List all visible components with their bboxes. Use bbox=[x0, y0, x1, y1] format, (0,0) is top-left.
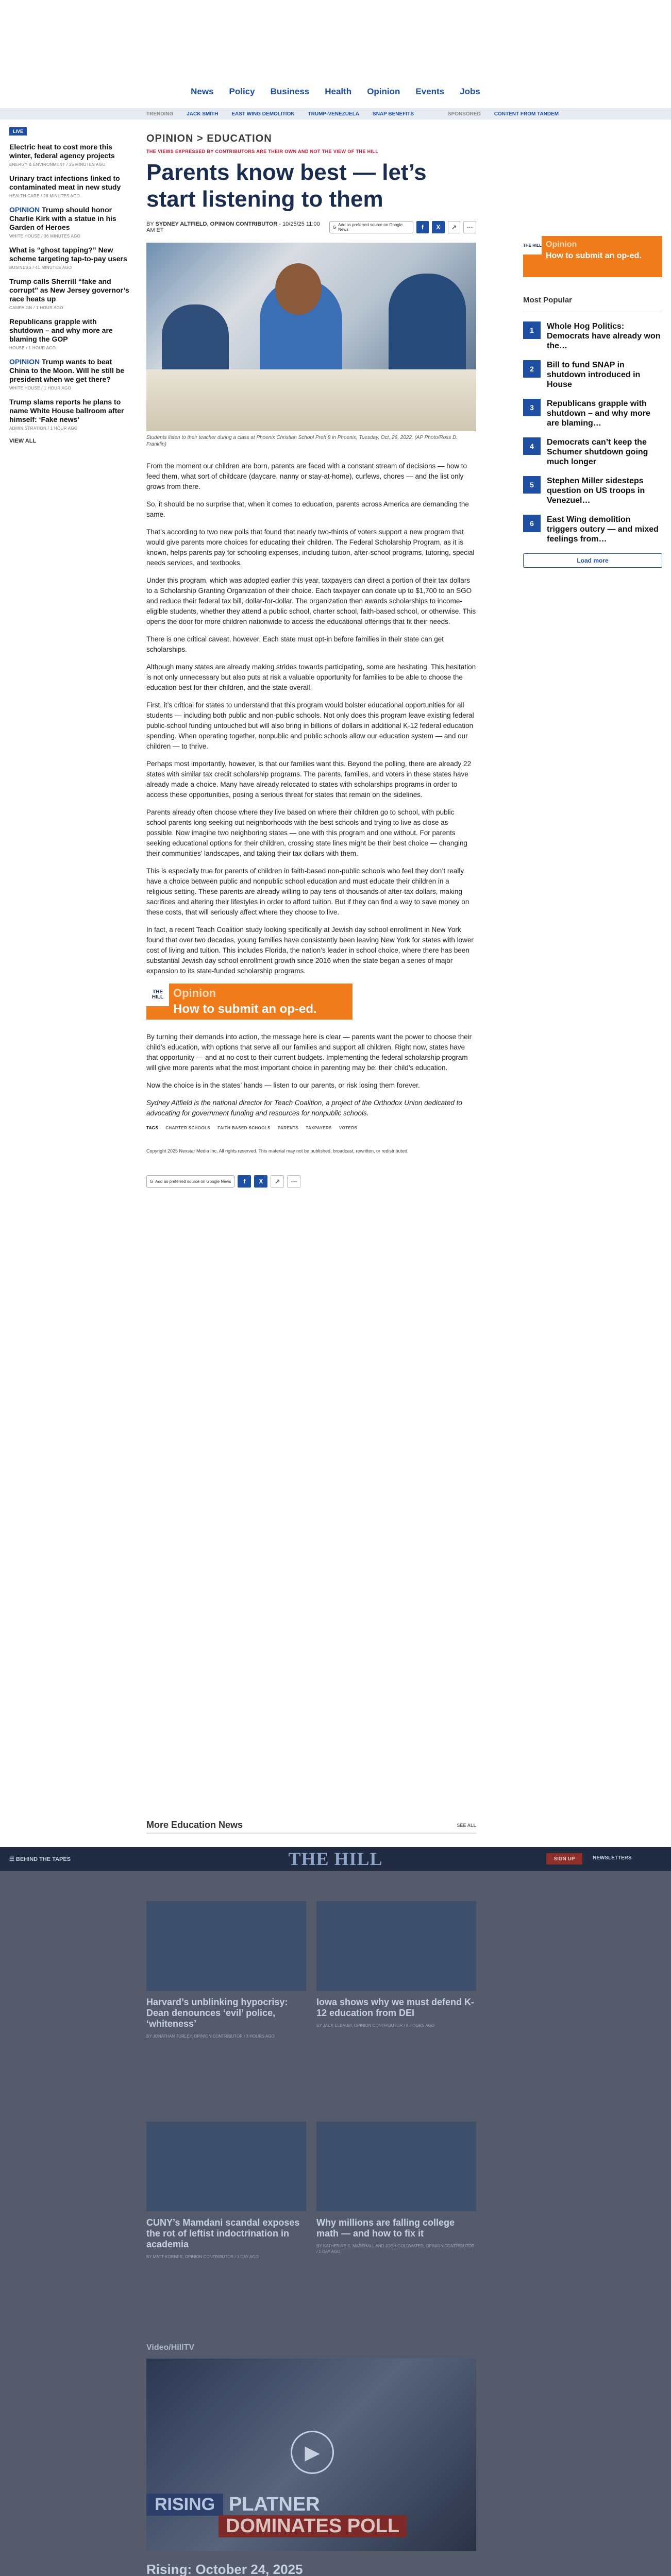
tags-list bbox=[146, 1126, 476, 1130]
share-icon[interactable]: ↗ bbox=[271, 1175, 284, 1188]
list-item-title[interactable] bbox=[9, 206, 131, 232]
submit-oped-cta: How to submit an op-ed. bbox=[173, 1002, 317, 1016]
card-title[interactable]: Why millions are falling college math — and how to fix it bbox=[316, 2217, 455, 2239]
video-overlay-name: PLATNER bbox=[229, 2494, 320, 2515]
list-item-title[interactable]: Stephen Miller sidesteps question on US troops in Venezuel… bbox=[547, 477, 645, 505]
article-body bbox=[146, 461, 476, 1118]
google-preferred-source-button[interactable] bbox=[329, 221, 413, 233]
sticky-header bbox=[0, 1847, 671, 1871]
rank-badge: 3 bbox=[523, 399, 541, 416]
more-education-header bbox=[146, 1820, 476, 1834]
menu-button[interactable]: ☰ BEHIND THE TAPES bbox=[9, 1856, 71, 1862]
rank-badge: 1 bbox=[523, 321, 541, 339]
list-item-title-text[interactable]: Trump should honor Charlie Kirk with a statue in his Garden of Heroes bbox=[9, 206, 116, 231]
paragraph: There is one critical caveat, however. Each state must opt-in before families in their state can get scholarships. bbox=[146, 635, 444, 653]
paragraph: That’s according to two new polls that found that nearly two-thirds of voters support a new program that would give parents more choices for educating their children. The Federal Scholarship Program, as it is known, helps parents pay for schooling expenses, including tuition, after-school programs, tutoring, special needs services, and textbooks. bbox=[146, 528, 475, 567]
list-item-title[interactable]: Republicans grapple with shutdown – and why more are blaming the GOP bbox=[9, 317, 113, 343]
author-bio: Sydney Altfield is the national director for Teach Coalition, a project of the Orthodox Union dedicated to advocating for government funding and resources for nonpublic schools. bbox=[146, 1099, 462, 1117]
play-icon[interactable]: ▶ bbox=[291, 2431, 334, 2474]
the-hill-logo[interactable]: THE HILL bbox=[288, 1849, 383, 1869]
tag-link[interactable]: FAITH BASED SCHOOLS bbox=[217, 1126, 271, 1130]
opinion-prefix: OPINION bbox=[9, 358, 40, 366]
list-item[interactable] bbox=[9, 398, 131, 431]
more-icon[interactable]: ⋯ bbox=[463, 221, 476, 233]
list-item-meta: ADMINISTRATION / 1 HOUR AGO bbox=[9, 426, 78, 431]
right-sidebar bbox=[523, 236, 662, 568]
list-item-title[interactable]: Republicans grapple with shutdown – and why more are blaming… bbox=[547, 399, 650, 428]
author-name[interactable]: SYDNEY ALTFIELD, OPINION CONTRIBUTOR bbox=[155, 221, 278, 227]
list-item-title-text[interactable]: Trump wants to beat China to the Moon. Will he still be president when we get there? bbox=[9, 358, 125, 383]
paragraph: Now the choice is in the states’ hands — listen to our parents, or risk losing them forever. bbox=[146, 1081, 420, 1089]
google-icon: G bbox=[332, 225, 337, 230]
card-byline: BY JONATHAN TURLEY, OPINION CONTRIBUTOR / 3 HOURS AGO bbox=[146, 2034, 275, 2039]
image-caption: Students listen to their teacher during a class at Phoenix Christian School Preh 8 in Phoenix, Tuesday, Oct. 26, 2022. (AP Photo/Ross D. Franklin) bbox=[146, 435, 458, 447]
student-head bbox=[275, 263, 322, 315]
the-hill-logo: THE HILL bbox=[523, 236, 542, 255]
live-badge: LIVE bbox=[9, 127, 27, 135]
share-bar bbox=[329, 221, 476, 233]
list-item-meta: HEALTH CARE / 28 MINUTES AGO bbox=[9, 194, 80, 198]
card-title[interactable]: CUNY’s Mamdani scandal exposes the rot of leftist indoctrination in academia bbox=[146, 2217, 300, 2249]
tag-link[interactable]: PARENTS bbox=[277, 1126, 299, 1130]
page-title: Parents know best — let’s start listening to them bbox=[146, 160, 427, 212]
the-hill-logo: THE HILL bbox=[146, 984, 169, 1006]
google-pref-label: Add as preferred source on Google News bbox=[338, 223, 403, 232]
list-item-title[interactable]: Bill to fund SNAP in shutdown introduced in House bbox=[547, 361, 641, 389]
list-item[interactable] bbox=[523, 399, 662, 428]
rank-badge: 5 bbox=[523, 476, 541, 494]
share-bar-bottom bbox=[146, 1175, 476, 1188]
see-all-link[interactable]: SEE ALL bbox=[457, 1822, 476, 1828]
tag-link[interactable]: CHARTER SCHOOLS bbox=[165, 1126, 211, 1130]
nav-opinion[interactable]: Opinion bbox=[367, 87, 400, 96]
list-item[interactable] bbox=[9, 317, 131, 350]
list-item[interactable] bbox=[9, 143, 131, 167]
card-byline: BY KATHERINE S. MARSHALL AND JOSH GOLDWATER, OPINION CONTRIBUTOR / 1 DAY AGO bbox=[316, 2244, 475, 2254]
byline-row bbox=[146, 221, 476, 233]
sponsored-label: SPONSORED bbox=[447, 111, 481, 117]
paragraph: From the moment our children are born, parents are faced with a constant stream of decisions — how to feed them, what sort of childcare (daycare, nanny or stay-at-home), curfews, chores — and the list only grows from there. bbox=[146, 462, 467, 490]
byline-prefix: BY bbox=[146, 221, 154, 227]
video-overlay-rising: RISING bbox=[146, 2494, 223, 2516]
most-popular-heading: Most Popular bbox=[523, 296, 662, 312]
paragraph: In fact, a recent Teach Coalition study looking specifically at Jewish day school enrollment in New York found that over two decades, young families have consistently been leaving New York for states with lower cost of living and tuition. This includes Florida, the nation’s leader in school choice, where there has been substantial Jewish day school enrollment growth since 2016 when the state began a series of major expansion to its state-funded scholarship programs. bbox=[146, 926, 474, 975]
list-item-meta: ENERGY & ENVIRONMENT / 25 MINUTES AGO bbox=[9, 162, 106, 167]
article-card[interactable] bbox=[316, 2122, 476, 2255]
nav-health[interactable]: Health bbox=[325, 87, 352, 96]
list-item-meta: BUSINESS / 41 MINUTES AGO bbox=[9, 265, 72, 270]
list-item[interactable] bbox=[9, 174, 131, 198]
google-icon: G bbox=[150, 1179, 154, 1184]
video-player[interactable] bbox=[146, 2359, 476, 2551]
rank-badge: 2 bbox=[523, 360, 541, 378]
card-title[interactable]: Iowa shows why we must defend K-12 education from DEI bbox=[316, 1997, 475, 2018]
paragraph: First, it’s critical for states to understand that this program would bolster educational opportunities for all students — including both public and non-public schools. Not only does this program leave existing federal public-school funding untouched but will also bring in billions of dollars in additional K-12 federal education spending. When operating together, nonpublic and public schools allow our education system — and our children — to thrive. bbox=[146, 701, 474, 750]
card-image bbox=[146, 1901, 306, 1991]
submit-oped-sidebar-banner[interactable] bbox=[523, 236, 662, 277]
list-item[interactable] bbox=[9, 358, 131, 391]
list-item[interactable] bbox=[9, 246, 131, 270]
classroom-desk bbox=[146, 369, 476, 431]
nav-events[interactable]: Events bbox=[415, 87, 445, 96]
card-image bbox=[316, 2122, 476, 2211]
trending-item[interactable]: JACK SMITH bbox=[187, 111, 219, 117]
trending-item[interactable]: TRUMP-VENEZUELA bbox=[308, 111, 360, 117]
list-item-meta: HOUSE / 1 HOUR AGO bbox=[9, 346, 56, 350]
list-item[interactable] bbox=[523, 360, 662, 389]
tag-link[interactable]: VOTERS bbox=[339, 1126, 358, 1130]
opinion-prefix: OPINION bbox=[9, 206, 40, 214]
opinion-disclaimer: THE VIEWS EXPRESSED BY CONTRIBUTORS ARE THEIR OWN AND NOT THE VIEW OF THE HILL bbox=[146, 149, 379, 154]
main-menu bbox=[0, 87, 671, 97]
trending-bar bbox=[0, 108, 671, 120]
x-share-icon[interactable]: X bbox=[432, 221, 445, 233]
video-overlay-headline: DOMINATES POLL bbox=[219, 2515, 407, 2537]
article bbox=[146, 133, 476, 1188]
article-card[interactable] bbox=[146, 1901, 306, 2039]
list-item-title[interactable]: Trump calls Sherrill “fake and corrupt” as New Jersey governor’s race heats up bbox=[9, 277, 129, 303]
list-item-title[interactable]: Trump slams reports he plans to name White House ballroom after himself: ‘Fake news’ bbox=[9, 398, 124, 423]
rank-badge: 6 bbox=[523, 515, 541, 532]
list-item[interactable] bbox=[9, 206, 131, 239]
nav-jobs[interactable]: Jobs bbox=[460, 87, 480, 96]
card-byline: BY JACK ELBAUM, OPINION CONTRIBUTOR / 8 HOURS AGO bbox=[316, 2023, 435, 2028]
paragraph: Parents already often choose where they live based on where their children go to school, with public school parents long seeking out neighborhoods with the best schools and trying to live as close as possible. Now imagine two neighboring states — one with this program and one without. For parents seeking educational options for their children, crossing state lines might be their best choice — changing their communities’ landscapes, and taking their tax dollars with them. bbox=[146, 808, 467, 857]
article-date: 10/25/25 11:00 AM ET bbox=[146, 221, 320, 233]
more-icon[interactable]: ⋯ bbox=[287, 1175, 300, 1188]
paragraph: Although many states are already making strides towards participating, some are hesitating. This hesitation is not only unnecessary but also puts at risk a valuable opportunity for families to be able to choose the education best for their children, and the state overall. bbox=[146, 663, 476, 691]
x-share-icon[interactable]: X bbox=[254, 1175, 267, 1188]
card-image bbox=[316, 1901, 476, 1991]
paragraph: By turning their demands into action, the message here is clear — parents want the power to choose their child’s education, with options that serve all our families and support all children. Right now, states have that opportunity — and at no cost to their current budgets. Implementing the federal scholarship program will give more parents what the most important choice in parenting may be: their child’s education. bbox=[146, 1033, 472, 1072]
list-item[interactable] bbox=[523, 476, 662, 505]
paragraph: Perhaps most importantly, however, is that our families want this. Beyond the polling, there are already 22 states with similar tax credit scholarship programs. The parents, families, and voters in these states have already made a choice. Many have already relocated to states with scholarships programs in order to access these opportunities, posing a serious threat for states that remain on the sidelines. bbox=[146, 760, 472, 799]
google-pref-label: Add as preferred source on Google News bbox=[155, 1179, 231, 1184]
list-item[interactable] bbox=[523, 437, 662, 467]
video-section-heading: Video/HillTV bbox=[146, 2343, 476, 2357]
list-item-title[interactable]: Whole Hog Politics: Democrats have already won the… bbox=[547, 322, 661, 350]
share-icon[interactable]: ↗ bbox=[448, 221, 461, 233]
list-item-title[interactable] bbox=[9, 358, 131, 384]
google-preferred-source-button[interactable] bbox=[146, 1175, 234, 1188]
opinion-label: Opinion bbox=[173, 987, 216, 999]
list-item[interactable] bbox=[523, 321, 662, 351]
copyright-notice: Copyright 2025 Nexstar Media Inc. All rights reserved. This material may not be published, broadcast, rewritten, or redistributed. bbox=[146, 1148, 409, 1154]
paragraph: Under this program, which was adopted earlier this year, taxpayers can direct a portion of their tax dollars to a Scholarship Granting Organization of their choice. Each taxpayer can donate up to $1,700 to an SGO and reduce their federal tax bill, dollar-for-dollar. The organization then awards scholarships to income-eligible students, whether they attend a public school, charter school, faith-based school, or otherwise. This opens the door for more children nationwide to access the educational offerings that fit their needs. bbox=[146, 577, 476, 625]
view-all-link[interactable]: VIEW ALL bbox=[9, 438, 37, 444]
nav-business[interactable]: Business bbox=[270, 87, 310, 96]
list-item-title[interactable]: Electric heat to cost more this winter, federal agency projects bbox=[9, 143, 115, 160]
video-title[interactable]: Rising: October 24, 2025 bbox=[146, 2562, 303, 2576]
facebook-share-icon[interactable]: f bbox=[238, 1175, 251, 1188]
card-title[interactable]: Harvard’s unblinking hypocrisy: Dean denounces ‘evil’ police, ‘whiteness’ bbox=[146, 1997, 288, 2029]
list-item-meta: WHITE HOUSE / 1 HOUR AGO bbox=[9, 386, 72, 391]
list-item-title[interactable]: East Wing demolition triggers outcry — and mixed feelings from… bbox=[547, 515, 659, 544]
latest-news-sidebar bbox=[9, 126, 131, 444]
newsletters-link[interactable]: NEWSLETTERS bbox=[593, 1855, 632, 1861]
list-item-meta: WHITE HOUSE / 36 MINUTES AGO bbox=[9, 234, 81, 239]
facebook-share-icon[interactable]: f bbox=[416, 221, 429, 233]
tag-link[interactable]: TAXPAYERS bbox=[306, 1126, 332, 1130]
nav-news[interactable]: News bbox=[191, 87, 214, 96]
paragraph: So, it should be no surprise that, when it comes to education, parents across America are demanding the same. bbox=[146, 500, 469, 518]
article-card[interactable] bbox=[146, 2122, 306, 2260]
opinion-label: Opinion bbox=[546, 240, 577, 249]
rank-badge: 4 bbox=[523, 437, 541, 455]
trending-item[interactable]: SNAP BENEFITS bbox=[373, 111, 414, 117]
submit-oped-banner[interactable] bbox=[146, 984, 353, 1020]
hero-image bbox=[146, 243, 476, 431]
trending-label: TRENDING bbox=[146, 111, 174, 117]
list-item-title[interactable]: What is “ghost tapping?” New scheme targeting tap-to-pay users bbox=[9, 246, 127, 263]
nav-policy[interactable]: Policy bbox=[229, 87, 255, 96]
card-byline: BY MATT KORNER, OPINION CONTRIBUTOR / 1 DAY AGO bbox=[146, 2255, 259, 2259]
paragraph: This is especially true for parents of children in faith-based non-public schools who feel they don’t really have a choice between public and nonpublic school education and must educate their children in a religious setting. These parents are already willing to pay tens of thousands of after-tax dollars, making sacrifices and altering their lifestyles in order to afford tuition. But if they can find a way to save money on these costs, that will seriously affect where they choose to live. bbox=[146, 867, 469, 916]
trending-item[interactable]: EAST WING DEMOLITION bbox=[231, 111, 295, 117]
submit-oped-cta: How to submit an op-ed. bbox=[546, 251, 642, 260]
byline-separator: - bbox=[279, 221, 283, 227]
list-item-meta: CAMPAIGN / 1 HOUR AGO bbox=[9, 306, 63, 310]
list-item-title[interactable]: Urinary tract infections linked to contaminated meat in new study bbox=[9, 174, 121, 191]
article-card[interactable] bbox=[316, 1901, 476, 2028]
load-more-button[interactable]: Load more bbox=[523, 553, 662, 568]
list-item[interactable] bbox=[523, 515, 662, 544]
top-navigation bbox=[0, 0, 671, 118]
byline bbox=[146, 221, 329, 233]
sign-up-button[interactable]: SIGN UP bbox=[546, 1853, 582, 1865]
card-image bbox=[146, 2122, 306, 2211]
list-item-title[interactable]: Democrats can’t keep the Schumer shutdown going much longer bbox=[547, 438, 648, 466]
breadcrumb[interactable]: OPINION > EDUCATION bbox=[146, 133, 272, 144]
sponsored-item[interactable]: CONTENT FROM TANDEM bbox=[494, 111, 559, 117]
section-title: More Education News bbox=[146, 1820, 243, 1830]
list-item[interactable] bbox=[9, 277, 131, 310]
tags-label: TAGS bbox=[146, 1126, 159, 1130]
